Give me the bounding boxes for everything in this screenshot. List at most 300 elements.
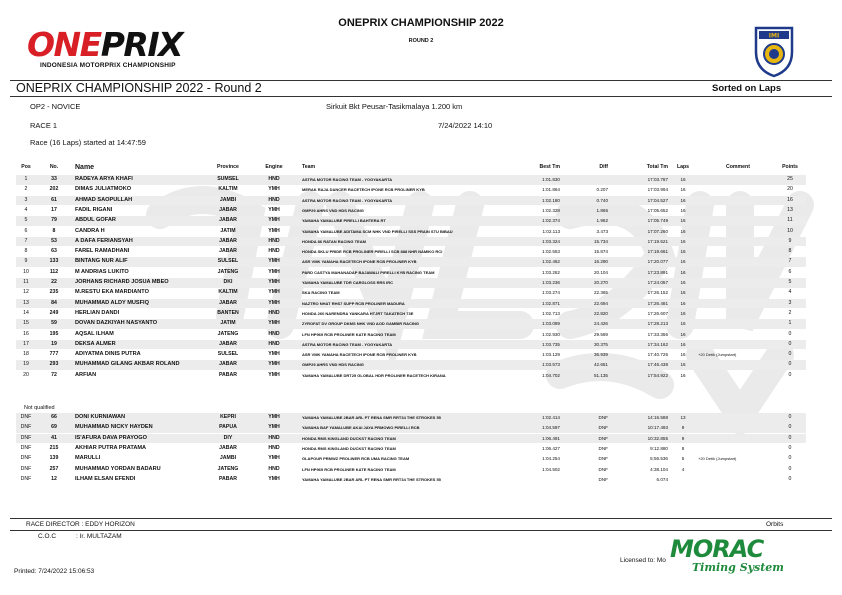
row-number: 195: [49, 330, 59, 337]
row-number: 257: [49, 465, 59, 472]
row-engine: YMH: [268, 414, 280, 420]
row-team: GMP29 AHRS VND HDS RACING: [302, 207, 364, 213]
row-points: 9: [788, 237, 792, 244]
row-team: ASR VMK YAMAHA RACETECH IPONE RCB PROLINER KYB: [302, 259, 417, 265]
row-pos: 1: [24, 176, 28, 182]
row-laps: 9: [681, 425, 685, 431]
row-province: JABAR: [219, 248, 237, 255]
row-diff: 24.426: [593, 321, 608, 327]
table-row: [16, 360, 806, 370]
row-pos: 20: [23, 371, 29, 378]
row-points: 0: [788, 414, 792, 420]
row-diff: 22.694: [593, 300, 608, 306]
row-number: 41: [51, 434, 57, 441]
row-name: MUHAMMAD YORDAN BADARU: [75, 465, 161, 472]
row-name: DEKSA ALMER: [75, 340, 116, 347]
row-number: 139: [49, 455, 59, 462]
oneprix-logo: ONEPRIX: [27, 25, 183, 64]
row-province: JABAR: [219, 340, 237, 347]
row-points: 0: [788, 455, 792, 462]
row-number: 63: [51, 248, 57, 255]
table-row: [16, 434, 806, 444]
row-best-time: 1:03.236: [542, 280, 560, 285]
row-number: 79: [51, 217, 57, 224]
row-team: HONDA 260 NARENDRA YANKARA HTJRT TAKATECH 73E: [302, 310, 414, 316]
row-name: MUHAMMAD ALDY MUSFIQ: [75, 299, 149, 306]
row-points: 20: [787, 186, 793, 193]
table-row: [16, 278, 806, 288]
table-row: [16, 288, 806, 298]
row-team: SKA RACING TEAM: [302, 290, 340, 296]
row-team: YAMAHA BAF YAMALUBE AKAI JAYA PRMOWO PIRELLI RCB: [302, 425, 420, 431]
row-points: 0: [788, 424, 792, 431]
row-points: 13: [787, 206, 793, 213]
row-province: JABAR: [219, 444, 237, 451]
row-name: DONI KURNIAWAN: [75, 414, 126, 420]
row-engine: HND: [268, 176, 280, 182]
row-diff: 1.962: [596, 218, 608, 224]
row-province: KALTIM: [218, 289, 238, 296]
row-total-time: 17:40.726: [647, 352, 668, 358]
row-pos: 10: [23, 268, 29, 275]
row-total-time: 4:38.104: [650, 466, 668, 472]
row-team: HONDA RMS KINGLAND DUCKST RACING TEAM: [302, 445, 396, 451]
coc-label: C.O.C: [38, 533, 57, 540]
row-comment: +20 Detik (Jumpstart): [698, 456, 737, 462]
row-name: DIMAS JULIATMOKO: [75, 186, 132, 193]
row-engine: YMH: [268, 371, 280, 378]
row-best-time: 1:04.254: [542, 456, 560, 462]
row-diff: DNF: [598, 425, 608, 431]
row-best-time: 1:03.129: [542, 352, 560, 358]
row-diff: 42.651: [593, 362, 608, 368]
row-laps: 16: [680, 362, 686, 368]
col-comment: Comment: [726, 164, 750, 170]
row-province: SULSEL: [217, 258, 239, 265]
row-province: SULSEL: [217, 351, 239, 358]
row-diff: 16.290: [593, 259, 608, 265]
row-laps: 9: [681, 435, 685, 441]
row-team: YAMAHA YAMALUBE 2BAR ARL PT RENA SMR RRT34 THE STROKES 55: [302, 476, 441, 482]
row-pos: 9: [24, 258, 28, 265]
imi-emblem-icon: [752, 22, 796, 78]
row-best-time: 1:02.374: [542, 218, 560, 224]
footer-rule-bottom: [10, 530, 832, 531]
row-best-time: 1:04.702: [542, 372, 560, 378]
table-row: [16, 185, 806, 195]
row-name: MARULLI: [75, 455, 101, 462]
row-province: BANTEN: [217, 309, 239, 316]
table-row: [16, 309, 806, 319]
col-diff: Diff: [599, 164, 608, 170]
col-best: Best Tm: [539, 164, 560, 170]
row-points: 4: [788, 289, 792, 296]
row-team: GMP29 AHRS VND HDS RACING: [302, 362, 364, 368]
row-laps: 16: [680, 280, 686, 285]
row-laps: 16: [680, 352, 686, 358]
row-pos: 13: [23, 299, 29, 306]
row-best-time: 1:02.871: [542, 300, 560, 306]
row-name: M ANDRIAS LUKITO: [75, 268, 129, 275]
row-team: HONDA SKLU PRIDE RCB PROLINER PIRELLI SCB 888 NHR NAMIKO RCI: [302, 249, 443, 255]
row-engine: YMH: [268, 361, 280, 368]
col-team: Team: [302, 164, 316, 170]
row-name: A DAFA FERIANSYAH: [75, 237, 133, 244]
row-province: SUMSEL: [217, 176, 239, 182]
row-laps: 16: [680, 310, 686, 316]
row-laps: 16: [680, 207, 686, 213]
row-points: 7: [788, 258, 792, 265]
row-engine: YMH: [268, 351, 280, 358]
table-row: [16, 206, 806, 216]
row-total-time: 17:54.922: [647, 372, 668, 378]
row-team: GLAPOUR PRMWZ PROLINER RCB UMA RACING TEAM: [302, 456, 410, 462]
row-pos: 16: [23, 330, 29, 337]
row-engine: HND: [268, 196, 280, 203]
row-points: 1: [788, 320, 792, 327]
row-name: FAREL RAMADHANI: [75, 248, 130, 255]
row-best-time: 1:04.597: [542, 425, 560, 431]
row-best-time: 1:02.113: [542, 228, 560, 234]
row-total-time: 17:34.162: [647, 341, 668, 347]
row-team: MERAK RAJA DANCER RACETECH IPONE RCB PROLINER KYB: [302, 187, 425, 193]
logo-subtitle: INDONESIA MOTORPRIX CHAMPIONSHIP: [40, 62, 176, 69]
row-pos: DNF: [20, 444, 32, 451]
row-engine: YMH: [268, 299, 280, 306]
row-points: 8: [788, 248, 792, 255]
row-engine: YMH: [268, 320, 280, 327]
row-total-time: 17:05.749: [647, 218, 668, 224]
row-province: JABAR: [219, 217, 237, 224]
row-total-time: 6.074: [656, 476, 668, 482]
row-number: 202: [49, 186, 59, 193]
row-laps: 16: [680, 187, 686, 193]
row-team: ASTRA MOTOR RACING TEAM - YOGYAKARTA: [302, 341, 393, 347]
row-total-time: 17:03.787: [647, 177, 668, 182]
row-name: ILHAM ELSAN EFENDI: [75, 475, 136, 482]
row-total-time: 14:16.588: [647, 415, 668, 420]
row-points: 0: [788, 465, 792, 472]
row-province: PAPUA: [219, 424, 237, 431]
table-row: [16, 340, 806, 350]
coc-value: : Ir. MULTAZAM: [76, 533, 122, 540]
row-best-time: 1:03.735: [542, 341, 560, 347]
timing-system-label: Timing System: [692, 561, 784, 574]
row-laps: 16: [680, 238, 686, 244]
row-name: IS'AFURA DAVA PRAYOGO: [75, 434, 147, 441]
row-points: 10: [787, 227, 793, 234]
row-province: JABAR: [219, 206, 237, 213]
sort-label: Sorted on Laps: [712, 83, 782, 94]
row-total-time: 17:20.077: [647, 259, 668, 265]
race-title: ONEPRIX CHAMPIONSHIP 2022 - Round 2: [16, 81, 262, 95]
row-team: PARD CASTYA MAHANADAP BAJAWALI PIRELLI KYB RACING TEAM: [302, 269, 435, 275]
row-pos: 8: [24, 248, 28, 255]
row-team: YAMAHA YAMALUBE ADITAMA SCM NHK VND PIRELLI SSS PRAIN STU BIBAU: [302, 228, 453, 234]
table-row: [16, 257, 806, 267]
row-pos: DNF: [20, 434, 32, 441]
row-total-time: 17:26.607: [647, 310, 668, 316]
row-laps: 16: [680, 290, 686, 296]
row-team: ASTRA MOTOR RACING TEAM - YOGYAKARTA: [302, 177, 393, 182]
row-engine: HND: [268, 434, 280, 441]
row-laps: 16: [680, 372, 686, 378]
row-diff: DNF: [598, 435, 608, 441]
row-laps: 16: [680, 259, 686, 265]
col-no: No.: [49, 164, 59, 170]
row-engine: YMH: [268, 289, 280, 296]
row-number: 112: [49, 268, 59, 275]
row-laps: 13: [680, 415, 686, 420]
row-name: RADEYA ARYA KHAFI: [75, 176, 133, 182]
table-row: [16, 237, 806, 247]
row-number: 69: [51, 424, 57, 431]
row-points: 25: [787, 176, 793, 182]
row-team: ASR VMK YAMAHA RACETECH IPONE RCB PROLINER KYB: [302, 352, 417, 358]
row-total-time: 17:05.652: [647, 207, 668, 213]
row-total-time: 10:32.855: [647, 435, 668, 441]
printed-timestamp: Printed: 7/24/2022 15:06:53: [14, 568, 95, 575]
row-points: 3: [788, 299, 792, 306]
row-number: 59: [51, 320, 57, 327]
race-director: RACE DIRECTOR : EDDY HORIZON: [26, 521, 135, 528]
row-best-time: 1:06.427: [542, 445, 560, 451]
row-diff: 22.820: [593, 310, 608, 316]
row-pos: 12: [23, 289, 29, 296]
emblem-text: IMI: [768, 32, 780, 40]
row-laps: 16: [680, 197, 686, 203]
row-province: KEPRI: [220, 414, 236, 420]
row-laps: 16: [680, 228, 686, 234]
row-number: 84: [51, 299, 57, 306]
row-province: JATIM: [220, 227, 236, 234]
row-best-time: 1:03.274: [542, 290, 560, 296]
row-name: JORHANS RICHARD JOSUA MBEO: [75, 279, 169, 285]
row-points: 0: [788, 434, 792, 441]
row-pos: 6: [24, 227, 28, 234]
table-row: [16, 216, 806, 226]
row-number: 235: [49, 289, 59, 296]
row-name: MUHAMMAD GILANG AKBAR ROLAND: [75, 361, 180, 368]
row-diff: DNF: [598, 476, 608, 482]
row-total-time: 17:03.994: [647, 187, 668, 193]
row-laps: 16: [680, 218, 686, 224]
row-total-time: 17:26.481: [647, 300, 668, 306]
table-row: [16, 444, 806, 454]
row-name: MUHAMMAD NICKY HAYDEN: [75, 424, 153, 431]
orbits-label: Orbits: [766, 521, 784, 528]
row-province: JAMBI: [219, 196, 237, 203]
row-diff: 51.135: [593, 372, 608, 378]
row-pos: 4: [24, 206, 28, 213]
header-rule-bottom: [10, 96, 832, 97]
row-diff: 15.874: [593, 249, 608, 255]
row-engine: YMH: [268, 258, 280, 265]
row-diff: 20.104: [593, 269, 608, 275]
row-best-time: 1:02.462: [542, 259, 560, 265]
row-laps: 16: [680, 341, 686, 347]
col-laps: Laps: [676, 164, 690, 170]
row-laps: 8: [681, 445, 685, 451]
row-diff: 0.207: [596, 187, 608, 193]
row-total-time: 9:12.880: [650, 445, 668, 451]
row-best-time: 1:03.324: [542, 238, 560, 244]
row-best-time: 1:03.262: [542, 269, 560, 275]
row-province: PABAR: [218, 475, 238, 482]
row-best-time: 1:03.089: [542, 321, 560, 327]
row-name: ADIYATMA DINIS PUTRA: [75, 351, 141, 358]
row-points: 0: [788, 340, 792, 347]
row-name: ARFIAN: [75, 371, 97, 378]
row-name: ABDUL GOFAR: [75, 217, 116, 224]
race-class: OP2 - NOVICE: [30, 102, 81, 111]
row-engine: YMH: [268, 206, 280, 213]
row-name: HERLIAN DANDI: [75, 309, 120, 316]
row-name: CANDRA H: [75, 227, 105, 234]
morac-logo: MORAC: [670, 535, 764, 563]
table-row: [16, 371, 806, 381]
table-row: [16, 227, 806, 237]
licensed-to: Licensed to: Mo: [620, 557, 666, 564]
row-diff: 30.375: [593, 341, 608, 347]
page-title: ONEPRIX CHAMPIONSHIP 2022: [338, 17, 504, 29]
col-pos: Pos: [21, 164, 31, 170]
row-engine: YMH: [268, 227, 280, 234]
row-engine: YMH: [268, 186, 280, 193]
row-number: 72: [51, 371, 57, 378]
row-best-time: 1:01.830: [542, 177, 560, 182]
row-best-time: 1:02.713: [542, 310, 560, 316]
row-pos: 7: [24, 237, 28, 244]
row-points: 0: [788, 371, 792, 378]
row-team: YAMAHA YAMALUBE DRT25 GLOBAL HDR PROLINER RACETECH KIRANA: [302, 372, 446, 378]
row-pos: 18: [23, 351, 29, 358]
row-laps: 16: [680, 331, 686, 337]
row-province: JATENG: [217, 330, 239, 337]
row-team: YAMAHA YAMALUBE 2BAR ARL PT RENA SMR RRT34 THE STROKES 55: [302, 415, 441, 420]
table-row: [16, 330, 806, 340]
row-number: 22: [51, 279, 57, 285]
row-name: AQSAL ILHAM: [75, 330, 114, 337]
table-row: [16, 175, 806, 185]
row-engine: YMH: [268, 268, 280, 275]
row-points: 11: [787, 217, 793, 224]
row-best-time: 1:03.573: [542, 362, 560, 368]
row-pos: DNF: [20, 424, 32, 431]
circuit: Sirkuit Bkt Peusar-Tasikmalaya 1.200 km: [326, 102, 463, 111]
row-team: LFN HP969 RCB PROLINER KATE RACING TEAM: [302, 331, 396, 337]
row-number: 66: [51, 414, 57, 420]
row-points: 0: [788, 330, 792, 337]
row-number: 8: [52, 227, 56, 234]
row-name: AHMAD SAOPULLAH: [75, 196, 133, 203]
table-row: [16, 413, 806, 423]
row-laps: 5: [681, 456, 685, 462]
not-qualified-label: Not qualified: [24, 405, 55, 411]
row-engine: HND: [268, 465, 280, 472]
table-row: [16, 423, 806, 433]
row-engine: HND: [268, 237, 280, 244]
row-engine: YMH: [268, 279, 280, 285]
row-comment: +20 Detik (Jumpstart): [698, 352, 737, 358]
page-subtitle: ROUND 2: [408, 38, 434, 44]
row-diff: DNF: [598, 456, 608, 462]
row-team: YAMAHA YAMALUBE PIRELLI BAHTERA RT: [302, 218, 386, 224]
row-number: 61: [51, 196, 57, 203]
row-engine: HND: [268, 309, 280, 316]
row-pos: 3: [24, 196, 28, 203]
row-province: JATENG: [217, 465, 239, 472]
row-engine: HND: [268, 330, 280, 337]
row-points: 5: [788, 279, 792, 285]
row-points: 0: [788, 444, 792, 451]
row-team: LFN HP969 RCB PROLINER KATE RACING TEAM: [302, 466, 396, 472]
row-pos: 14: [23, 309, 29, 316]
footer-rule-top: [10, 518, 832, 519]
row-pos: DNF: [20, 414, 32, 420]
row-team: YAMAHA YAMALUBE TDR CARGLOSS RRS IRC: [302, 280, 394, 285]
row-total-time: 17:33.356: [647, 331, 668, 337]
row-province: KALTIM: [218, 186, 238, 193]
row-number: 777: [49, 351, 59, 358]
row-best-time: 1:02.414: [542, 415, 560, 420]
row-points: 0: [788, 351, 792, 358]
table-row: [16, 465, 806, 475]
row-province: DKI: [223, 279, 233, 285]
row-best-time: 1:02.328: [542, 207, 560, 213]
row-best-time: 1:02.180: [542, 197, 560, 203]
row-name: AKHIAR PUTRA PRATAMA: [75, 444, 147, 451]
row-total-time: 17:19.521: [647, 238, 668, 244]
table-row: [16, 350, 806, 360]
row-province: JATENG: [217, 268, 239, 275]
row-pos: 17: [23, 340, 29, 347]
row-points: 0: [788, 475, 792, 482]
row-total-time: 17:23.891: [647, 269, 668, 275]
row-province: JATIM: [220, 320, 236, 327]
row-number: 215: [49, 444, 59, 451]
row-engine: YMH: [268, 217, 280, 224]
row-best-time: 1:04.502: [542, 466, 560, 472]
row-number: 17: [51, 206, 57, 213]
row-laps: 16: [680, 177, 686, 182]
row-diff: 0.740: [596, 197, 608, 203]
col-total: Total Tm: [646, 164, 668, 170]
row-team: HONDA 86 RATAN RACING TEAM: [302, 238, 366, 244]
table-row: [16, 268, 806, 278]
row-pos: 2: [24, 186, 28, 193]
col-points: Points: [782, 164, 798, 170]
row-total-time: 10:17.493: [647, 425, 668, 431]
row-pos: DNF: [20, 475, 32, 482]
row-laps: 16: [680, 321, 686, 327]
table-row: [16, 196, 806, 206]
row-diff: DNF: [598, 466, 608, 472]
row-total-time: 17:07.260: [647, 228, 668, 234]
row-engine: HND: [268, 340, 280, 347]
row-province: JAMBI: [219, 455, 237, 462]
row-name: M.RESTU EKA MARDIANTO: [75, 289, 149, 296]
row-diff: 36.939: [593, 352, 608, 358]
row-province: PABAR: [218, 371, 238, 378]
row-points: 2: [788, 309, 792, 316]
row-number: 12: [51, 475, 57, 482]
row-pos: DNF: [20, 455, 32, 462]
row-total-time: 5:56.536: [650, 456, 668, 462]
row-laps: 16: [680, 269, 686, 275]
col-province: Province: [217, 164, 239, 170]
row-points: 6: [788, 268, 792, 275]
